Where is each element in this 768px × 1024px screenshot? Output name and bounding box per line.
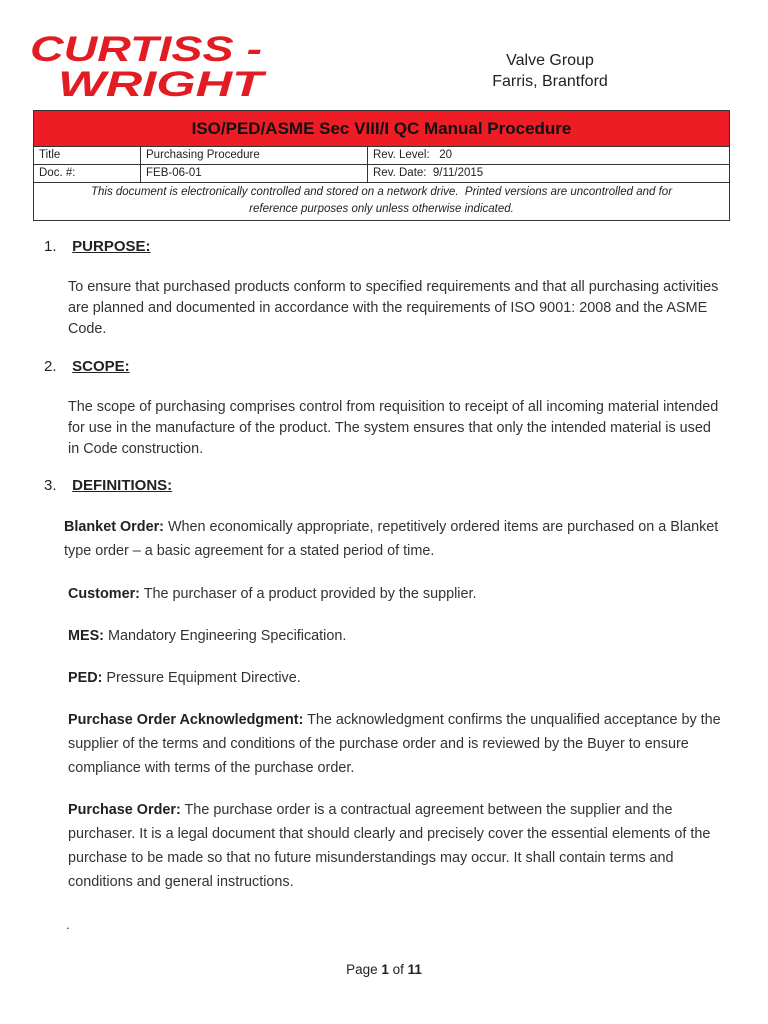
definition-term: Purchase Order Acknowledgment:	[68, 712, 304, 728]
doc-number-value: FEB-06-01	[141, 165, 368, 182]
section-heading-definitions	[44, 477, 172, 494]
rev-date: Rev. Date: 9/11/2015	[373, 167, 484, 179]
notice-line: This document is electronically controlled and stored on a network drive. Printed versions are uncontrolled and for	[90, 186, 673, 198]
section-number: 2.	[44, 358, 57, 375]
definition-customer	[68, 582, 738, 606]
notice-line: reference purposes only unless otherwise indicated.	[249, 203, 514, 215]
table-row	[34, 147, 729, 165]
section-title: DEFINITIONS:	[72, 477, 173, 494]
page-prefix: Page	[346, 962, 382, 977]
page-separator: of	[388, 962, 408, 977]
organization-block	[440, 50, 660, 92]
table-row	[34, 165, 729, 183]
definition-text: Mandatory Engineering Specification.	[103, 628, 347, 644]
definition-text: conditions and general instructions.	[68, 874, 294, 890]
definition-text: purchase to be made so that no future misunderstandings may occur. It shall contain terms and	[68, 850, 674, 866]
definition-ped	[68, 666, 738, 690]
definition-text: The purchaser of a product provided by the supplier.	[139, 586, 477, 602]
text-line: The scope of purchasing comprises control from requisition to receipt of all incoming material intended	[68, 399, 719, 415]
text-line: for use in the manufacture of the product. The system ensures that only the intended material is used	[68, 420, 711, 436]
section-heading-purpose	[44, 238, 151, 255]
title-label: Title	[34, 147, 141, 164]
text-line: Code.	[68, 321, 107, 337]
text-line: are planned and documented in accordance with the requirements of ISO 9001: 2008 and the ASME	[68, 300, 708, 316]
definition-text: Pressure Equipment Directive.	[102, 670, 301, 686]
org-group: Valve Group	[506, 52, 594, 69]
stray-mark: .	[66, 917, 70, 932]
document-control-table	[33, 110, 730, 221]
definition-text: When economically appropriate, repetitively ordered items are purchased on a Blanket	[163, 519, 719, 535]
logo-line-1: CURTISS -	[30, 33, 262, 69]
definition-term: Customer:	[68, 586, 140, 602]
page-current: 1	[381, 962, 389, 977]
manual-banner: ISO/PED/ASME Sec VIII/I QC Manual Procedure	[34, 111, 729, 147]
title-value: Purchasing Procedure	[141, 147, 368, 164]
definition-purchase-order	[68, 798, 738, 894]
page-footer	[0, 962, 768, 977]
definition-term: Blanket Order:	[64, 519, 164, 535]
page-total: 11	[407, 962, 422, 977]
definition-mes	[68, 624, 738, 648]
definition-text: supplier of the terms and conditions of the purchase order and is reviewed by the Buyer to ensure	[68, 736, 689, 752]
scope-paragraph	[68, 397, 738, 460]
definition-text: purchaser. It is a legal document that should clearly and precisely cover the essential elements of the	[68, 826, 711, 842]
curtiss-wright-logo	[28, 33, 268, 101]
doc-number-label: Doc. #:	[34, 165, 141, 182]
definition-text: type order – a basic agreement for a stated period of time.	[64, 543, 435, 559]
control-notice	[34, 183, 729, 220]
text-line: in Code construction.	[68, 441, 204, 457]
section-title: PURPOSE:	[72, 238, 151, 255]
logo-line-2: WRIGHT	[58, 65, 267, 101]
text-line: To ensure that purchased products conform to specified requirements and that all purchasing activities	[68, 279, 719, 295]
section-number: 1.	[44, 238, 57, 255]
definition-term: Purchase Order:	[68, 802, 181, 818]
rev-level: Rev. Level: 20	[373, 149, 453, 161]
definition-term: PED:	[68, 670, 103, 686]
definition-text: The purchase order is a contractual agreement between the supplier and the	[180, 802, 673, 818]
section-title: SCOPE:	[72, 358, 130, 375]
purpose-paragraph	[68, 277, 738, 340]
definition-text: compliance with terms of the purchase order.	[68, 760, 355, 776]
section-heading-scope	[44, 358, 130, 375]
definition-text: The acknowledgment confirms the unqualified acceptance by the	[303, 712, 721, 728]
definition-purchase-order-acknowledgment	[68, 708, 738, 780]
org-site: Farris, Brantford	[492, 73, 608, 90]
definition-term: MES:	[68, 628, 104, 644]
definition-blanket-order	[64, 515, 734, 563]
section-number: 3.	[44, 477, 57, 494]
